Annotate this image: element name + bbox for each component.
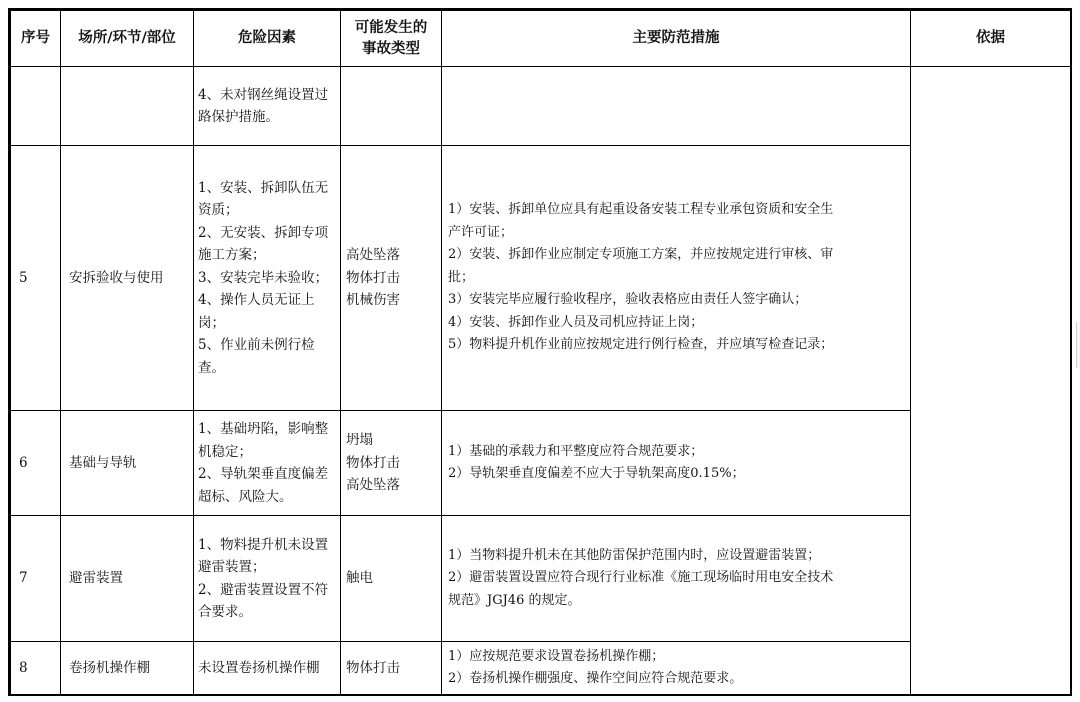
row-accidents (341, 642, 442, 695)
measure-line: 2）卷扬机操作棚强度、操作空间应符合规范要求。 (448, 671, 743, 686)
accident-type: 物体打击 (346, 269, 400, 286)
row-hazards (194, 67, 341, 146)
measure-line: 3）安装完毕应履行验收程序，验收表格应由责任人签字确认； (448, 292, 808, 308)
row-accidents (341, 516, 442, 642)
row-number: 8 (11, 642, 61, 695)
measure-line: 4）安装、拆卸作业人员及司机应持证上岗； (448, 314, 704, 330)
header-accident-type (341, 11, 442, 67)
accident-type: 物体打击 (346, 454, 400, 471)
accident-type: 触电 (346, 570, 373, 587)
row-measures (442, 146, 911, 411)
row-measures (442, 411, 911, 516)
hazard-item: 2、导轨架垂直度偏差超标、风险大。 (198, 466, 329, 505)
row-hazards (194, 516, 341, 642)
row-hazards (194, 146, 341, 411)
measure-line: 批； (448, 269, 475, 285)
measure-line: 1）基础的承载力和平整度应符合规范要求； (448, 443, 704, 459)
header-measures: 主要防范措施 (442, 11, 911, 67)
header-hazard: 危险因素 (194, 11, 341, 67)
hazard-item: 2、避雷装置设置不符合要求。 (198, 581, 329, 620)
measure-line: 2）避雷装置设置应符合现行行业标准《施工现场临时用电安全技术 (448, 570, 834, 586)
row-measures (442, 516, 911, 642)
measure-line: 5）物料提升机作业前应按规定进行例行检查，并应填写检查记录； (448, 337, 834, 353)
header-place: 场所/环节/部位 (61, 11, 194, 67)
measure-line: 2）安装、拆卸作业应制定专项施工方案，并应按规定进行审核、审 (448, 247, 834, 263)
measure-line: 2）导轨架垂直度偏差不应大于导轨架高度0.15%； (448, 466, 745, 481)
measure-line: 1）当物料提升机未在其他防雷保护范围内时，应设置避雷装置； (448, 547, 821, 563)
row-number: 7 (11, 516, 61, 642)
hazard-item: 未设置卷扬机操作棚 (198, 659, 320, 676)
header-no: 序号 (11, 11, 61, 67)
row-place: 避雷装置 (61, 516, 194, 642)
measure-line: 规范》JGJ46 的规定。 (448, 592, 581, 608)
hazard-item: 1、基础坍陷，影响整机稳定； (198, 421, 329, 460)
row-hazards (194, 411, 341, 516)
row-number (11, 67, 61, 146)
row-number: 5 (11, 146, 61, 411)
hazard-item: 2、无安装、拆卸专项施工方案； (198, 224, 329, 264)
row-measures (442, 642, 911, 695)
row-place (61, 67, 194, 146)
measure-line: 1）安装、拆卸单位应具有起重设备安装工程专业承包资质和安全生 (448, 202, 834, 218)
hazard-item: 3、安装完毕未验收； (198, 269, 329, 286)
hazard-table (10, 10, 1071, 695)
row-number: 6 (11, 411, 61, 516)
header-accident-line2: 事故类型 (362, 40, 420, 57)
hazard-item: 4、未对钢丝绳设置过路保护措施。 (198, 86, 329, 125)
hazard-item: 1、物料提升机未设置避雷装置； (198, 536, 329, 575)
hazard-item: 5、作业前未例行检查。 (198, 337, 315, 376)
measure-line: 产许可证； (448, 224, 514, 240)
hazard-item: 1、安装、拆卸队伍无资质； (198, 179, 329, 219)
header-basis: 依据 (911, 11, 1071, 67)
page-edge-scroll-marker[interactable] (1076, 322, 1080, 368)
header-accident-line1: 可能发生的 (354, 19, 428, 36)
row-measures (442, 67, 911, 146)
hazard-item: 4、操作人员无证上岗； (198, 292, 315, 331)
accident-type: 坍塌 (346, 432, 373, 449)
row-hazards (194, 642, 341, 695)
table-header-row (11, 11, 1071, 67)
row-accidents (341, 67, 442, 146)
accident-type: 机械伤害 (346, 292, 400, 309)
table-row (11, 67, 1071, 146)
hazard-table-sheet (8, 8, 1072, 696)
accident-type: 物体打击 (346, 659, 400, 676)
accident-type: 高处坠落 (346, 477, 400, 494)
row-place: 卷扬机操作棚 (61, 642, 194, 695)
row-place: 基础与导轨 (61, 411, 194, 516)
row-accidents (341, 146, 442, 411)
accident-type: 高处坠落 (346, 247, 400, 264)
row-place: 安拆验收与使用 (61, 146, 194, 411)
row-accidents (341, 411, 442, 516)
measure-line: 1）应按规范要求设置卷扬机操作棚； (448, 648, 665, 664)
basis-cell (911, 67, 1071, 695)
